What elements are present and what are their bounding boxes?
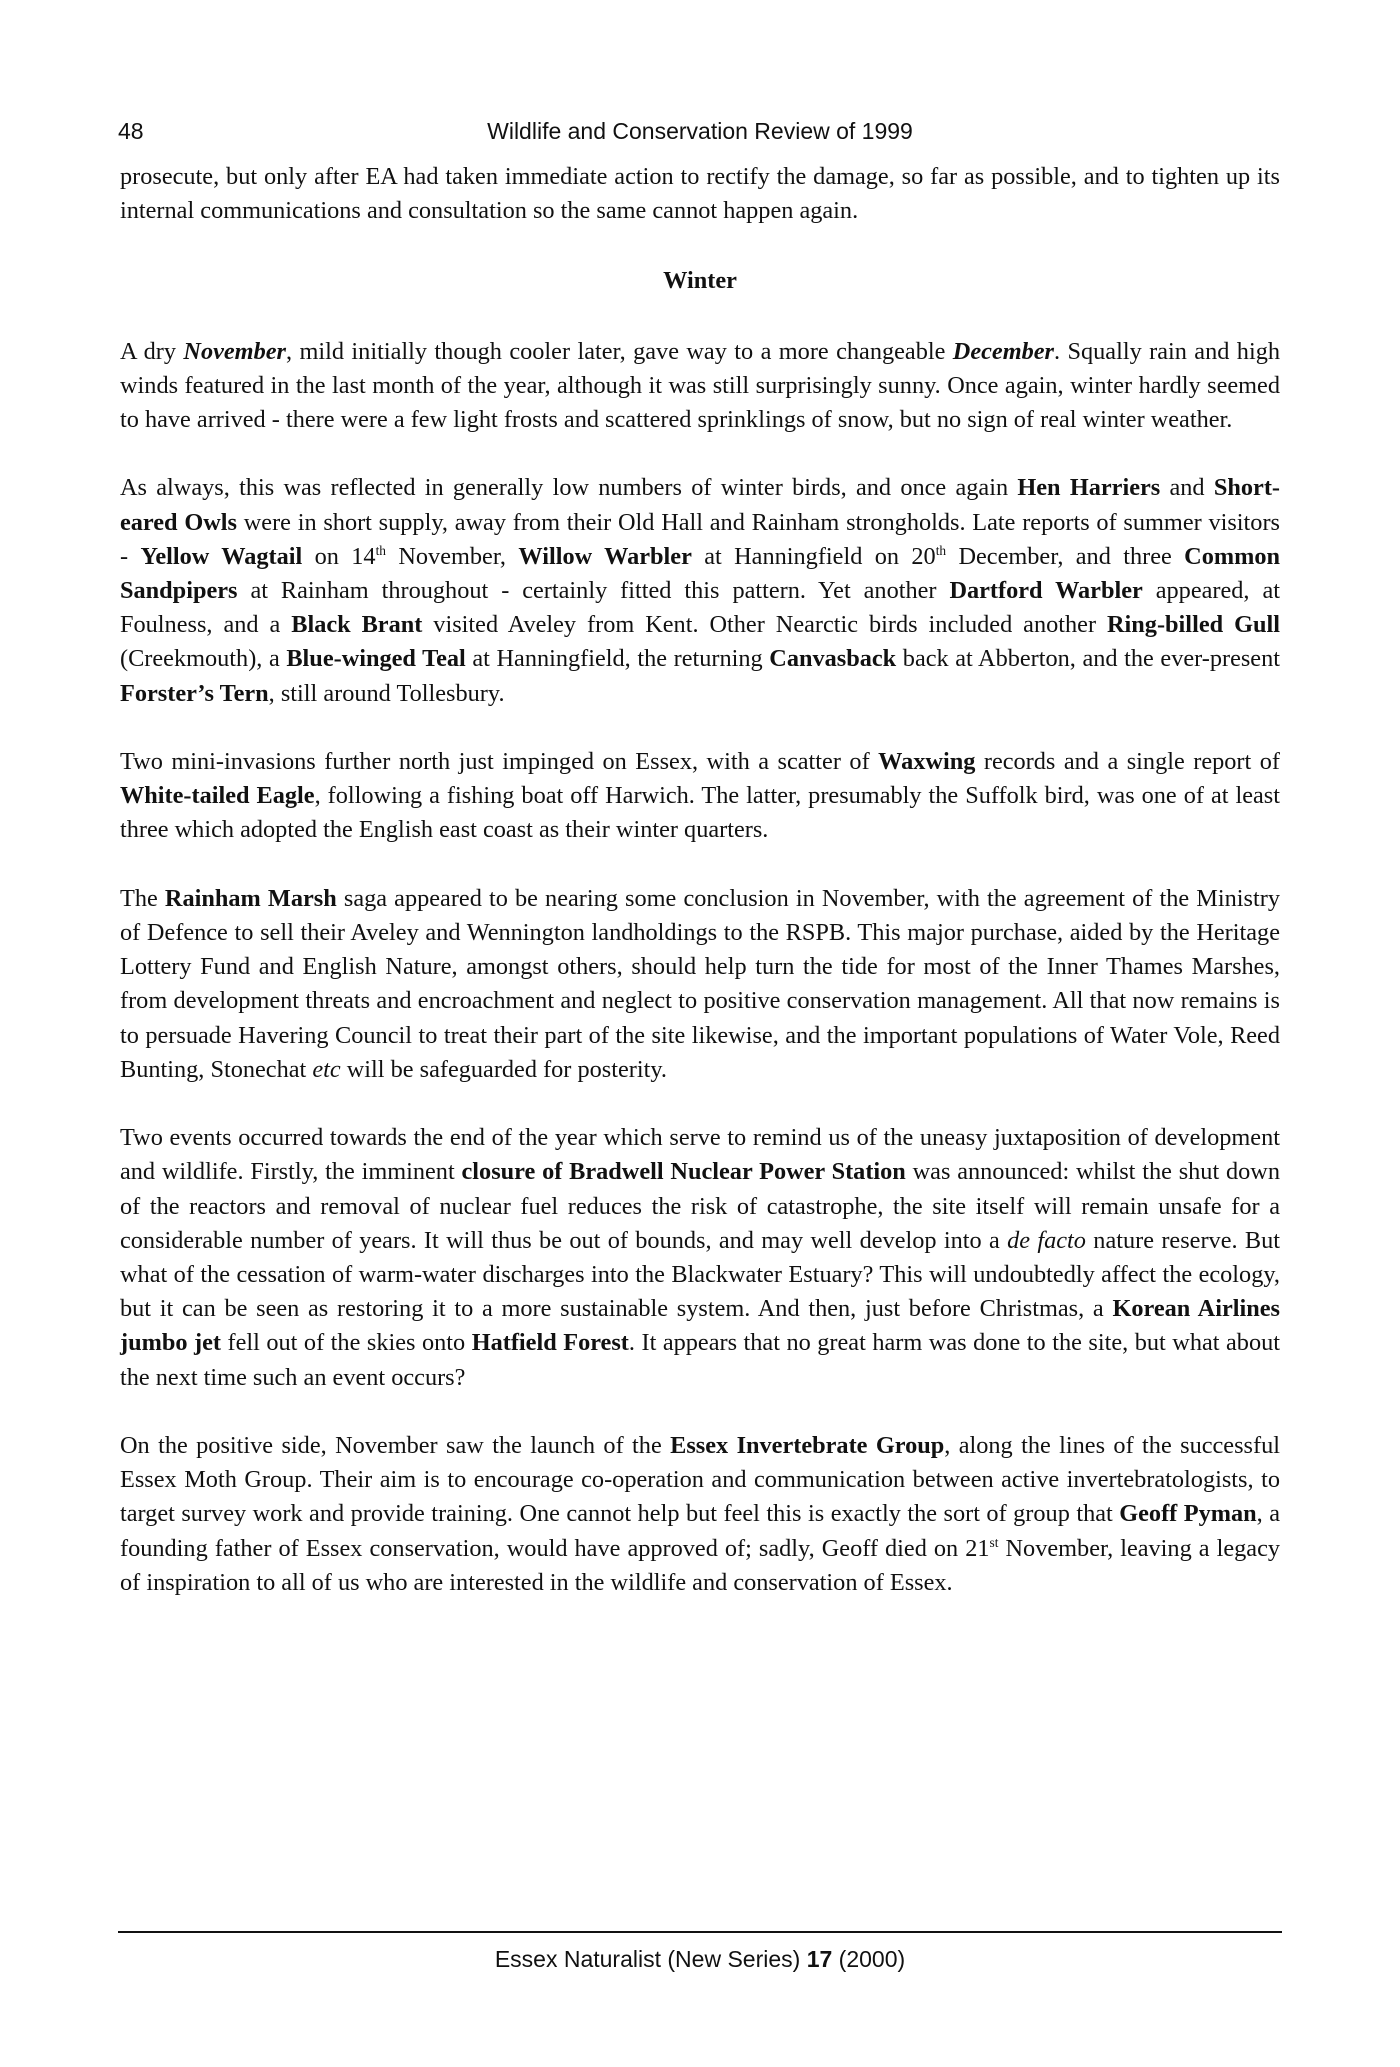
text-run: . Squally rain and high winds featured in the last month of the year, although it was still surprisingly sunny. Once again, winter hardly seemed to have arrived - there were a few light frosts and scattered sprinklings of snow, but no sign of real winter weather.	[120, 337, 1280, 434]
text-run: were in short supply, away from their Old Hall and Rainham strongholds. Late reports of summer visitors -	[120, 508, 1280, 570]
text-run: On the positive side, November saw the launch of the	[120, 1432, 671, 1460]
text-run: November,	[385, 542, 519, 570]
text-run: . It appears that no great harm was done to the site, but what about the next time such an event occurs?	[120, 1329, 1280, 1391]
footer-volume: 17	[806, 1946, 833, 1972]
bold-term: Yellow Wagtail	[140, 542, 303, 570]
bold-term: Korean Airlines jumbo jet	[120, 1295, 1280, 1357]
italic-term: de facto	[1007, 1226, 1086, 1254]
bold-term: Ring-billed Gull	[1107, 611, 1280, 639]
bold-term: Hatfield Forest	[471, 1329, 629, 1357]
text-run: A dry	[120, 337, 184, 365]
footer	[0, 1946, 1400, 1973]
article-body	[120, 160, 1280, 1634]
text-run: (Creekmouth), a	[120, 645, 287, 673]
text-run: at Hanningfield, the returning	[465, 645, 770, 673]
text-run: Two events occurred towards the end of the year which serve to remind us of the uneasy juxtaposition of development and wildlife. Firstly, the imminent	[120, 1124, 1280, 1186]
text-run: , following a fishing boat off Harwich. The latter, presumably the Suffolk bird, was one of at least three which adopted the English east coast as their winter quarters.	[120, 782, 1280, 844]
bold-term: White-tailed Eagle	[120, 782, 315, 810]
text-run: The	[120, 884, 165, 912]
text-run: at Rainham throughout - certainly fitted this pattern. Yet another	[237, 577, 950, 605]
text-run: was announced: whilst the shut down of the reactors and removal of nuclear fuel reduces the risk of catastrophe, the site itself will remain unsafe for a considerable number of years. It will thus be out of bounds, and may well develop into a	[120, 1158, 1280, 1254]
ordinal-suffix: st	[989, 1534, 999, 1550]
ordinal-suffix: th	[375, 542, 386, 558]
bold-term: Geoff Pyman	[1119, 1500, 1257, 1528]
text-run: As always, this was reflected in generally low numbers of winter birds, and once again	[120, 474, 1018, 502]
paragraph	[120, 335, 1280, 438]
bold-term: Essex Invertebrate Group	[670, 1432, 945, 1460]
text-run: , a founding father of Essex conservation, would have approved of; sadly, Geoff died on 21	[120, 1500, 1280, 1562]
page-number: 48	[118, 118, 144, 144]
text-run: Two mini-invasions further north just impinged on Essex, with a scatter of	[120, 748, 879, 776]
text-run: at Hanningfield on 20	[691, 542, 936, 570]
bold-term: Willow Warbler	[518, 542, 692, 570]
text-run: visited Aveley from Kent. Other Nearctic birds included another	[422, 611, 1107, 639]
italic-term: etc	[312, 1055, 341, 1083]
text-run: will be safeguarded for posterity.	[340, 1055, 667, 1083]
paragraph	[120, 1121, 1280, 1395]
bold-italic-term: December	[952, 337, 1054, 365]
bold-term: Canvasback	[769, 645, 897, 673]
text-run: December, and three	[946, 542, 1185, 570]
footer-year: (2000)	[838, 1946, 906, 1972]
text-run: nature reserve. But what of the cessation of warm-water discharges into the Blackwater Estuary? This will undoubtedly affect the ecology, but it can be seen as restoring it to a more sustainable system. And then, just before Christmas, a	[120, 1226, 1280, 1323]
running-header	[118, 118, 1282, 152]
bold-term: Dartford Warbler	[949, 577, 1143, 605]
bold-term: Blue-winged Teal	[286, 645, 466, 673]
text-run: prosecute, but only after EA had taken immediate action to rectify the damage, so far as possible, and to tighten up its internal communications and consultation so the same cannot happen again.	[120, 163, 1280, 225]
text-run: appeared, at Foulness, and a	[120, 577, 1280, 639]
running-title: Wildlife and Conservation Review of 1999	[487, 118, 913, 144]
footer-rule	[118, 1931, 1282, 1933]
text-run: , still around Tollesbury.	[268, 679, 505, 707]
text-run: , along the lines of the successful Essex Moth Group. Their aim is to encourage co-operation and communication between active invertebratologists, to target survey work and provide training. One cannot help but feel this is exactly the sort of group that	[120, 1432, 1280, 1528]
bold-term: Common Sandpipers	[120, 542, 1280, 605]
section-heading: Winter	[663, 267, 737, 295]
text-run: back at Abberton, and the ever-present	[896, 645, 1280, 673]
bold-term: closure of Bradwell Nuclear Power Station	[461, 1158, 906, 1186]
paragraph	[120, 471, 1280, 710]
footer-journal: Essex Naturalist (New Series)	[494, 1946, 801, 1972]
bold-term: Black Brant	[291, 611, 423, 639]
paragraph	[120, 1429, 1280, 1600]
paragraph	[120, 745, 1280, 848]
text-run: on 14	[302, 542, 376, 570]
bold-italic-term: November	[183, 337, 286, 365]
text-run: saga appeared to be nearing some conclusion in November, with the agreement of the Ministry of Defence to sell their Aveley and Wennington landholdings to the RSPB. This major purchase, aided by the Heritage Lottery Fund and English Nature, amongst others, should help turn the tide for most of the Inner Thames Marshes, from development threats and encroachment and neglect to positive conservation management. All that now remains is to persuade Havering Council to treat their part of the site likewise, and the important populations of Water Vole, Reed Bunting, Stonechat	[120, 884, 1280, 1083]
text-run: fell out of the skies onto	[220, 1329, 472, 1357]
bold-term: Forster’s Tern	[120, 679, 269, 707]
text-run: and	[1160, 474, 1214, 502]
text-run: , mild initially though cooler later, gave way to a more changeable	[285, 337, 953, 365]
bold-term: Waxwing	[878, 748, 976, 776]
bold-term: Rainham Marsh	[164, 884, 337, 912]
paragraph	[120, 160, 1280, 228]
text-run: November, leaving a legacy of inspiration to all of us who are interested in the wildlife and conservation of Essex.	[120, 1534, 1280, 1596]
bold-term: Short-eared Owls	[120, 474, 1280, 536]
paragraph	[120, 882, 1280, 1087]
ordinal-suffix: th	[935, 542, 947, 558]
bold-term: Hen Harriers	[1017, 474, 1161, 502]
text-run: records and a single report of	[975, 748, 1280, 776]
